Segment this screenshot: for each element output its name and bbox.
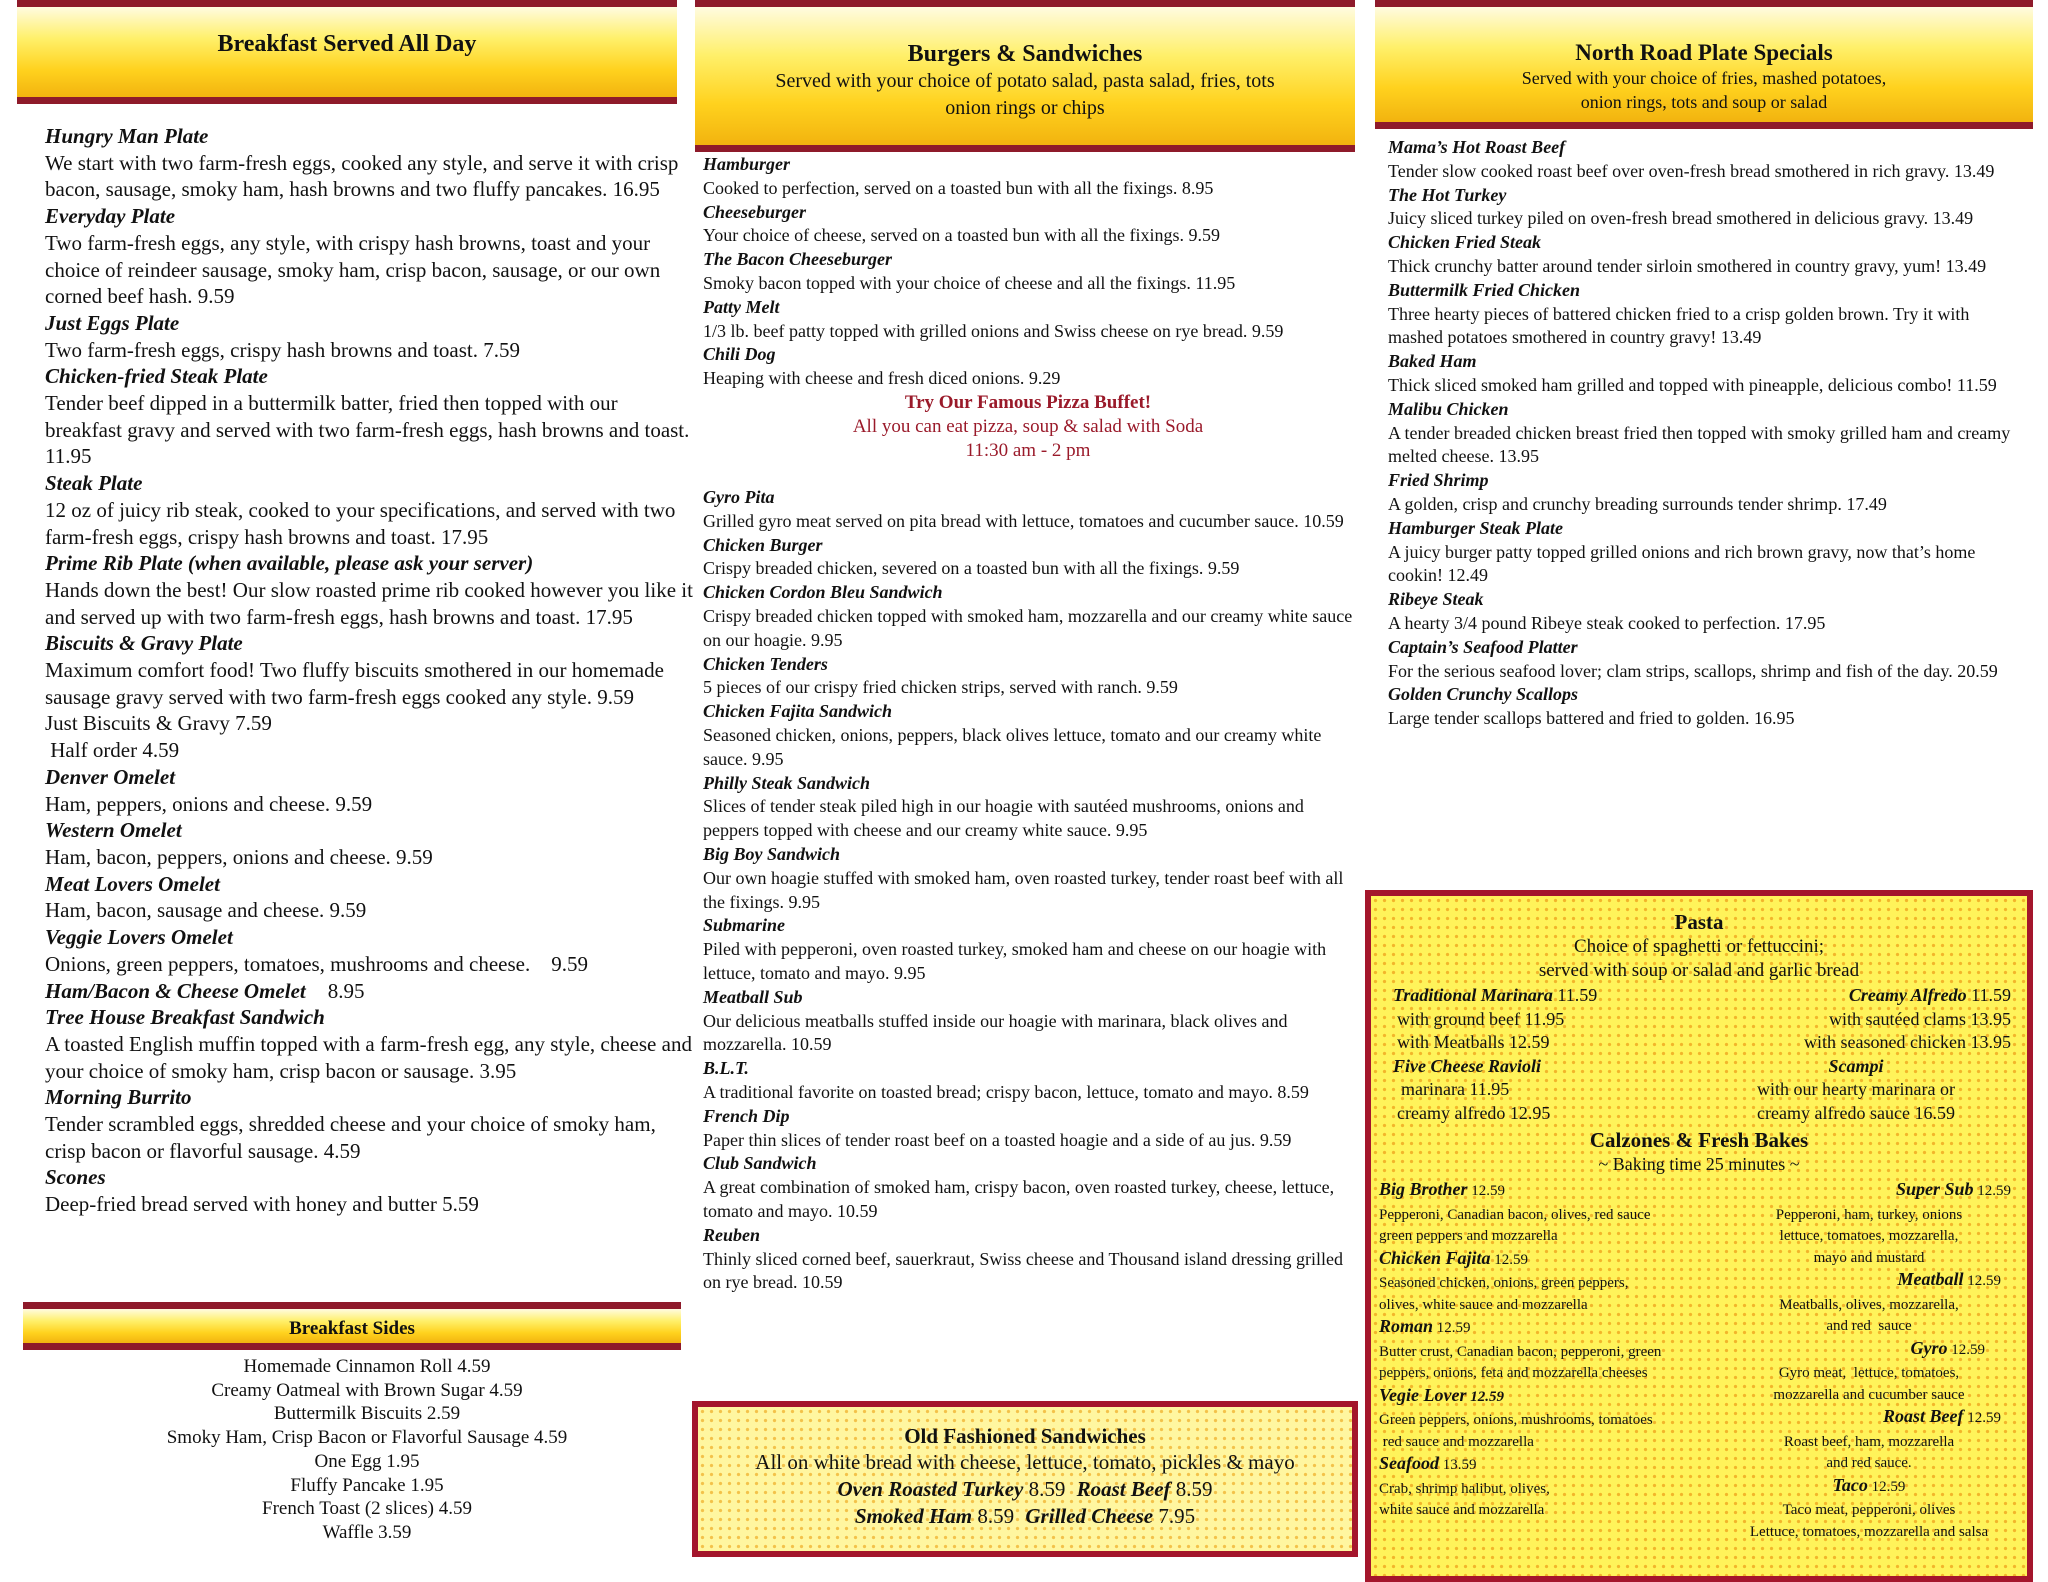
- list-item: [703, 1224, 1353, 1295]
- list-item: [703, 914, 1353, 985]
- list-item: [703, 486, 1353, 534]
- item-price: 12.59: [1951, 1341, 1985, 1358]
- item-desc: Meatballs, olives, mozzarella,: [1779, 1296, 1959, 1313]
- list-item: [45, 363, 695, 470]
- item-name: Grilled Cheese: [1025, 1504, 1154, 1528]
- old-fashioned-row: [698, 1476, 1352, 1503]
- item-desc: Grilled gyro meat served on pita bread with lettuce, tomatoes and cucumber sauce. 10.59: [703, 510, 1344, 531]
- item-name: Taco: [1832, 1474, 1868, 1495]
- list-item: [45, 924, 695, 977]
- item-desc: Piled with pepperoni, oven roasted turkey, smoked ham and cheese on our hoagie with lettuce, tomato and mayo. 9.95: [703, 939, 1327, 983]
- pasta-right: [1701, 984, 2011, 1126]
- item-name: Ribeye Steak: [1388, 589, 1484, 610]
- item-price: 7.95: [1158, 1504, 1196, 1528]
- item-desc: For the serious seafood lover; clam strips, scallops, shrimp and fish of the day. 20.59: [1388, 660, 1998, 681]
- item-name: The Hot Turkey: [1388, 184, 1507, 205]
- item-desc: Ham, bacon, sausage and cheese. 9.59: [45, 898, 367, 923]
- item-desc: Seasoned chicken, onions, peppers, black olives lettuce, tomato and our creamy white sauce. 9.95: [703, 724, 1322, 769]
- list-item: One Egg 1.95: [314, 1450, 420, 1472]
- item-desc: and red sauce.: [1826, 1455, 1912, 1471]
- list-item: [45, 871, 695, 924]
- item-desc: lettuce, tomatoes, mozzarella,: [1779, 1228, 1959, 1244]
- item-option: with seasoned chicken 13.95: [1804, 1032, 2011, 1053]
- item-desc: A traditional favorite on toasted bread; crispy bacon, lettuce, tomato and mayo. 8.59: [703, 1081, 1309, 1102]
- item-name: Gyro: [1910, 1337, 1948, 1358]
- north-road-subtitle: Served with your choice of fries, mashed potatoes,: [1521, 68, 1887, 88]
- list-item: [703, 1105, 1353, 1153]
- list-item: Smoky Ham, Crisp Bacon or Flavorful Sausage 4.59: [166, 1427, 568, 1449]
- pizza-buffet-promo: [703, 391, 1353, 462]
- list-item: [45, 630, 695, 764]
- item-name: Roast Beef: [1883, 1406, 1964, 1426]
- item-name: Patty Melt: [703, 296, 780, 317]
- item-desc: Three hearty pieces of battered chicken fried to a crisp golden brown. Try it with mashed potatoes smothered in country gravy! 13.49: [1388, 303, 1970, 348]
- pasta-calzone-box: [1365, 890, 2033, 1582]
- item-name: Steak Plate: [45, 471, 143, 496]
- list-item: [1388, 469, 2028, 517]
- item-desc: Onions, green peppers, tomatoes, mushrooms and cheese. 9.59: [45, 951, 588, 976]
- item-desc: Crab, shrimp halibut, olives,: [1379, 1480, 1550, 1497]
- item-option: with sautéed clams 13.95: [1829, 1008, 2011, 1029]
- item-name: Oven Roasted Turkey: [837, 1477, 1024, 1501]
- list-item: Buttermilk Biscuits 2.59: [273, 1403, 461, 1425]
- item-desc: Roast beef, ham, mozzarella: [1783, 1433, 1955, 1450]
- old-fashioned-box: [692, 1401, 1358, 1557]
- item-name: Denver Omelet: [45, 764, 176, 789]
- item-desc: olives, white sauce and mozzarella: [1379, 1296, 1588, 1313]
- calzone-header: [1371, 1128, 2027, 1176]
- burgers-list-top: [703, 153, 1353, 462]
- item-name: Super Sub: [1895, 1179, 1974, 1199]
- list-item: [1388, 350, 2028, 398]
- item-name: Fried Shrimp: [1388, 470, 1489, 491]
- sides-list: [23, 1355, 711, 1545]
- item-name: Gyro Pita: [703, 487, 775, 507]
- list-item: [45, 470, 695, 550]
- item-name: Creamy Alfredo: [1848, 985, 1967, 1005]
- list-item: [703, 653, 1353, 701]
- pizza-buffet-hours: 11:30 am - 2 pm: [965, 439, 1091, 461]
- list-item: [703, 986, 1353, 1057]
- item-name: Roast Beef: [1076, 1477, 1171, 1501]
- item-price: 12.59: [1967, 1273, 2001, 1289]
- pasta-left: [1393, 984, 1693, 1126]
- breakfast-title: Breakfast Served All Day: [217, 31, 477, 57]
- item-desc: Gyro meat, lettuce, tomatoes,: [1778, 1365, 1960, 1381]
- item-name: Chicken-fried Steak Plate: [45, 364, 268, 389]
- item-price: 8.59: [1175, 1477, 1213, 1501]
- item-option: creamy alfredo sauce 16.59: [1757, 1102, 1955, 1123]
- list-item: [703, 248, 1353, 296]
- item-desc: and red sauce: [1826, 1318, 1912, 1334]
- item-name: Mama’s Hot Roast Beef: [1388, 137, 1566, 157]
- item-desc: Hands down the best! Our slow roasted prime rib cooked however you like it and served up with two farm-fresh eggs, hash browns and toast. 17.95: [45, 577, 693, 629]
- item-price: 12.59: [1871, 1478, 1906, 1495]
- item-price: 11.59: [1557, 985, 1598, 1005]
- pasta-subtitle: served with soup or salad and garlic bread: [1538, 960, 1860, 981]
- item-desc: Slices of tender steak piled high in our hoagie with sautéed mushrooms, onions and peppers topped with cheese and our creamy white sauce. 9.95: [703, 796, 1304, 841]
- list-item: [45, 123, 695, 203]
- item-option: with our hearty marinara or: [1757, 1079, 1955, 1100]
- item-desc: Maximum comfort food! Two fluffy biscuits smothered in our homemade sausage gravy served with two farm-fresh eggs cooked any style. 9.59: [45, 658, 664, 709]
- item-desc: Juicy sliced turkey piled on oven-fresh bread smothered in delicious gravy. 13.49: [1388, 208, 1974, 229]
- pasta-title: Pasta: [1674, 910, 1724, 934]
- item-desc: Two farm-fresh eggs, any style, with crispy hash browns, toast and your choice of reindeer sausage, smoky ham, crisp bacon, sausage, or our own corned beef hash. 9.59: [45, 230, 661, 309]
- item-desc: A juicy burger patty topped grilled onions and rich brown gravy, now that’s home cookin! 12.49: [1388, 541, 1976, 586]
- list-item: French Toast (2 slices) 4.59: [262, 1498, 472, 1520]
- list-item: [703, 534, 1353, 582]
- item-desc: 1/3 lb. beef patty topped with grilled onions and Swiss cheese on rye bread. 9.59: [703, 320, 1284, 341]
- item-desc: Thick crunchy batter around tender sirloin smothered in country gravy, yum! 13.49: [1388, 255, 1987, 276]
- item-name: Hamburger: [703, 154, 791, 174]
- item-price: 12.59: [1494, 1251, 1529, 1268]
- item-desc: Seasoned chicken, onions, green peppers,: [1379, 1275, 1629, 1291]
- list-item: [45, 310, 695, 363]
- burgers-subtitle: Served with your choice of potato salad, pasta salad, fries, tots: [775, 70, 1275, 92]
- north-road-title: North Road Plate Specials: [1575, 40, 1833, 65]
- item-name: Captain’s Seafood Platter: [1388, 636, 1578, 657]
- item-desc: Tender beef dipped in a buttermilk batter, fried then topped with our breakfast gravy and served with two farm-fresh eggs, hash browns and toast. 11.95: [45, 391, 690, 469]
- item-desc: Tender slow cooked roast beef over oven-fresh bread smothered in rich gravy. 13.49: [1388, 160, 1995, 181]
- item-name: Prime Rib Plate (when available, please ask your server): [45, 551, 534, 576]
- item-desc: peppers, onions, feta and mozzarella cheeses: [1379, 1365, 1648, 1381]
- item-name: Tree House Breakfast Sandwich: [45, 1005, 325, 1030]
- breakfast-banner: [17, 0, 677, 104]
- item-price: 8.59: [977, 1504, 1015, 1528]
- list-item: [703, 296, 1353, 344]
- list-item: [703, 843, 1353, 914]
- item-desc: A golden, crisp and crunchy breading surrounds tender shrimp. 17.49: [1388, 493, 1887, 514]
- list-item: [703, 343, 1353, 391]
- item-name: Reuben: [703, 1224, 761, 1245]
- old-fashioned-subtitle: All on white bread with cheese, lettuce, tomato, pickles & mayo: [755, 1450, 1295, 1474]
- item-price: 8.95: [327, 978, 365, 1003]
- list-item: [703, 201, 1353, 249]
- list-item: [45, 1004, 695, 1084]
- item-desc: Two farm-fresh eggs, crispy hash browns and toast. 7.59: [45, 337, 521, 362]
- list-item: [703, 1057, 1353, 1105]
- item-desc: mozzarella and cucumber sauce: [1773, 1386, 1965, 1403]
- list-item: [45, 1164, 695, 1217]
- item-name: Club Sandwich: [703, 1153, 817, 1174]
- item-name: Baked Ham: [1388, 351, 1477, 372]
- list-item: Creamy Oatmeal with Brown Sugar 4.59: [211, 1379, 523, 1401]
- item-extra: Just Biscuits & Gravy 7.59: [45, 711, 272, 736]
- item-name: Biscuits & Gravy Plate: [45, 631, 243, 656]
- north-road-banner: [1375, 0, 2033, 129]
- item-desc: Thick sliced smoked ham grilled and topped with pineapple, delicious combo! 11.59: [1388, 374, 1997, 395]
- item-desc: 5 pieces of our crispy fried chicken strips, served with ranch. 9.59: [703, 677, 1178, 698]
- item-price: 8.59: [1028, 1477, 1066, 1501]
- item-name: Hungry Man Plate: [45, 124, 209, 148]
- list-item: [1388, 683, 2028, 731]
- item-desc: Crispy breaded chicken topped with smoked ham, mozzarella and our creamy white sauce on our hoagie. 9.95: [703, 605, 1353, 650]
- north-road-subtitle: onion rings, tots and soup or salad: [1580, 92, 1828, 112]
- list-item: [1388, 398, 2028, 469]
- pasta-subtitle: Choice of spaghetti or fettuccini;: [1573, 936, 1825, 957]
- item-desc: Smoky bacon topped with your choice of cheese and all the fixings. 11.95: [703, 272, 1236, 293]
- item-name: B.L.T.: [703, 1058, 749, 1079]
- item-desc: Large tender scallops battered and fried to golden. 16.95: [1388, 708, 1795, 729]
- item-desc: green peppers and mozzarella: [1379, 1228, 1558, 1244]
- item-desc: Our own hoagie stuffed with smoked ham, oven roasted turkey, tender roast beef with all the fixings. 9.95: [703, 867, 1344, 912]
- item-price: 12.59: [1977, 1183, 2011, 1199]
- pizza-buffet-title: Try Our Famous Pizza Buffet!: [904, 391, 1152, 413]
- calzone-right: [1719, 1179, 2019, 1543]
- item-desc: Butter crust, Canadian bacon, pepperoni, green: [1379, 1343, 1662, 1360]
- item-name: Meatball Sub: [703, 986, 803, 1007]
- item-desc: Your choice of cheese, served on a toasted bun with all the fixings. 9.59: [703, 225, 1221, 246]
- list-item: [703, 1152, 1353, 1223]
- item-name: Buttermilk Fried Chicken: [1388, 279, 1581, 300]
- item-name: Western Omelet: [45, 818, 182, 843]
- pasta-header: [1371, 910, 2027, 983]
- burgers-subtitle: onion rings or chips: [945, 97, 1105, 119]
- item-name: Chicken Fajita Sandwich: [703, 701, 893, 722]
- list-item: [45, 203, 695, 310]
- item-price: 13.59: [1442, 1457, 1477, 1473]
- burgers-banner: [695, 0, 1355, 152]
- item-price: 11.59: [1971, 985, 2011, 1005]
- item-desc: Tender scrambled eggs, shredded cheese and your choice of smoky ham, crisp bacon or flavorful sausage. 4.59: [45, 1112, 656, 1163]
- list-item: [703, 153, 1353, 201]
- item-desc: Pepperoni, Canadian bacon, olives, red sauce: [1379, 1206, 1651, 1223]
- list-item: [45, 817, 695, 870]
- old-fashioned-title: Old Fashioned Sandwiches: [904, 1424, 1146, 1448]
- sides-banner: [23, 1302, 681, 1350]
- item-name: Five Cheese Ravioli: [1393, 1055, 1541, 1076]
- item-desc: white sauce and mozzarella: [1379, 1502, 1545, 1518]
- list-item: [703, 772, 1353, 843]
- list-item: [1388, 517, 2028, 588]
- calzone-left: [1379, 1179, 1759, 1522]
- list-item: [1388, 279, 2028, 350]
- item-desc: A tender breaded chicken breast fried then topped with smoky grilled ham and creamy melted cheese. 13.95: [1388, 422, 2011, 467]
- item-name: Chicken Burger: [703, 534, 823, 555]
- item-desc: Our delicious meatballs stuffed inside our hoagie with marinara, black olives and mozzarella. 10.59: [703, 1010, 1288, 1055]
- item-name: Veggie Lovers Omelet: [45, 925, 233, 950]
- item-desc: A great combination of smoked ham, crispy bacon, oven roasted turkey, cheese, lettuce, tomato and mayo. 10.59: [703, 1177, 1335, 1221]
- list-item: [45, 550, 695, 630]
- item-name: Chicken Cordon Bleu Sandwich: [703, 582, 943, 603]
- item-name: Scampi: [1828, 1055, 1884, 1076]
- item-desc: Ham, peppers, onions and cheese. 9.59: [45, 791, 373, 816]
- list-item: [1388, 636, 2028, 684]
- pizza-buffet-desc: All you can eat pizza, soup & salad with Soda: [852, 415, 1204, 437]
- item-name: French Dip: [703, 1105, 790, 1126]
- old-fashioned-row: [698, 1503, 1352, 1530]
- list-item: [45, 1084, 695, 1164]
- item-name: Philly Steak Sandwich: [703, 772, 871, 793]
- list-item: [703, 700, 1353, 771]
- list-item: [1388, 136, 2028, 184]
- item-desc: Pepperoni, ham, turkey, onions: [1775, 1206, 1963, 1223]
- item-desc: Ham, bacon, peppers, onions and cheese. 9.59: [45, 844, 433, 869]
- item-price: 12.59: [1470, 1388, 1504, 1405]
- item-option: with ground beef 11.95: [1397, 1008, 1565, 1029]
- item-name: Meatball: [1897, 1269, 1964, 1289]
- list-item: Homemade Cinnamon Roll 4.59: [243, 1356, 491, 1377]
- item-desc: Lettuce, tomatoes, mozzarella and salsa: [1749, 1523, 1989, 1540]
- item-option: with Meatballs 12.59: [1397, 1032, 1550, 1053]
- item-name: Chicken Tenders: [703, 653, 828, 674]
- item-name: Cheeseburger: [703, 201, 806, 222]
- list-item: [1388, 588, 2028, 636]
- item-desc: Thinly sliced corned beef, sauerkraut, Swiss cheese and Thousand island dressing grilled on rye bread. 10.59: [703, 1248, 1344, 1293]
- item-name: Morning Burrito: [45, 1085, 192, 1110]
- list-item: Waffle 3.59: [322, 1521, 412, 1543]
- item-name: Malibu Chicken: [1388, 398, 1509, 419]
- item-name: Just Eggs Plate: [45, 310, 180, 335]
- item-price: 12.59: [1471, 1183, 1506, 1199]
- item-name: Chicken Fajita: [1379, 1247, 1491, 1268]
- item-name: Seafood: [1379, 1453, 1439, 1473]
- item-name: Chicken Fried Steak: [1388, 232, 1542, 253]
- item-name: Traditional Marinara: [1393, 985, 1553, 1005]
- list-item: [1388, 231, 2028, 279]
- item-name: Golden Crunchy Scallops: [1388, 684, 1579, 705]
- item-desc: We start with two farm-fresh eggs, cooked any style, and serve it with crisp bacon, sausage, smoky ham, hash browns and two fluffy pancakes. 16.95: [45, 150, 679, 202]
- item-name: Roman: [1379, 1316, 1434, 1336]
- item-name: Scones: [45, 1165, 106, 1190]
- list-item: [45, 764, 695, 817]
- item-desc: Deep-fried bread served with honey and butter 5.59: [45, 1192, 479, 1217]
- item-price: 12.59: [1967, 1410, 2001, 1426]
- item-name: Hamburger Steak Plate: [1388, 517, 1563, 538]
- item-option: creamy alfredo 12.95: [1397, 1102, 1551, 1123]
- item-desc: A hearty 3/4 pound Ribeye steak cooked to perfection. 17.95: [1388, 612, 1826, 633]
- burgers-list-bottom: [703, 486, 1353, 1295]
- item-desc: Heaping with cheese and fresh diced onions. 9.29: [703, 368, 1061, 389]
- burgers-title: Burgers & Sandwiches: [907, 41, 1143, 67]
- item-name: Vegie Lover: [1379, 1384, 1467, 1405]
- item-name: Submarine: [703, 915, 786, 936]
- north-road-list: [1388, 136, 2028, 731]
- list-item: [1388, 184, 2028, 232]
- item-desc: A toasted English muffin topped with a farm-fresh egg, any style, cheese and your choice of smoky ham, crisp bacon or sausage. 3.95: [45, 1031, 692, 1083]
- item-option: marinara 11.95: [1401, 1079, 1510, 1100]
- item-desc: 12 oz of juicy rib steak, cooked to your specifications, and served with two farm-fresh eggs, crispy hash browns and toast. 17.95: [45, 497, 676, 549]
- item-extra: Half order 4.59: [45, 738, 180, 763]
- item-desc: Taco meat, pepperoni, olives: [1782, 1502, 1956, 1518]
- item-price: 12.59: [1436, 1320, 1471, 1336]
- item-name: Everyday Plate: [45, 204, 176, 229]
- item-desc: Crispy breaded chicken, severed on a toasted bun with all the fixings. 9.59: [703, 558, 1240, 579]
- item-name: Smoked Ham: [854, 1504, 973, 1528]
- sides-title: Breakfast Sides: [289, 1318, 415, 1339]
- item-name: Big Boy Sandwich: [703, 843, 841, 864]
- item-desc: Cooked to perfection, served on a toasted bun with all the fixings. 8.95: [703, 177, 1214, 198]
- item-name: The Bacon Cheeseburger: [703, 249, 892, 270]
- item-desc: mayo and mustard: [1813, 1249, 1925, 1266]
- item-desc: red sauce and mozzarella: [1379, 1433, 1534, 1450]
- item-name: Ham/Bacon & Cheese Omelet: [45, 978, 306, 1003]
- item-name: Meat Lovers Omelet: [45, 871, 220, 896]
- list-item: Fluffy Pancake 1.95: [290, 1474, 444, 1496]
- calzone-subtitle: ~ Baking time 25 minutes ~: [1598, 1154, 1800, 1174]
- list-item: [703, 581, 1353, 652]
- list-item: [45, 978, 695, 1005]
- item-desc: Green peppers, onions, mushrooms, tomatoes: [1379, 1412, 1653, 1428]
- breakfast-list: [45, 123, 695, 1218]
- item-name: Chili Dog: [703, 344, 776, 365]
- item-desc: Paper thin slices of tender roast beef on a toasted hoagie and a side of au jus. 9.59: [703, 1129, 1292, 1150]
- calzone-title: Calzones & Fresh Bakes: [1589, 1128, 1809, 1152]
- item-name: Big Brother: [1379, 1179, 1468, 1199]
